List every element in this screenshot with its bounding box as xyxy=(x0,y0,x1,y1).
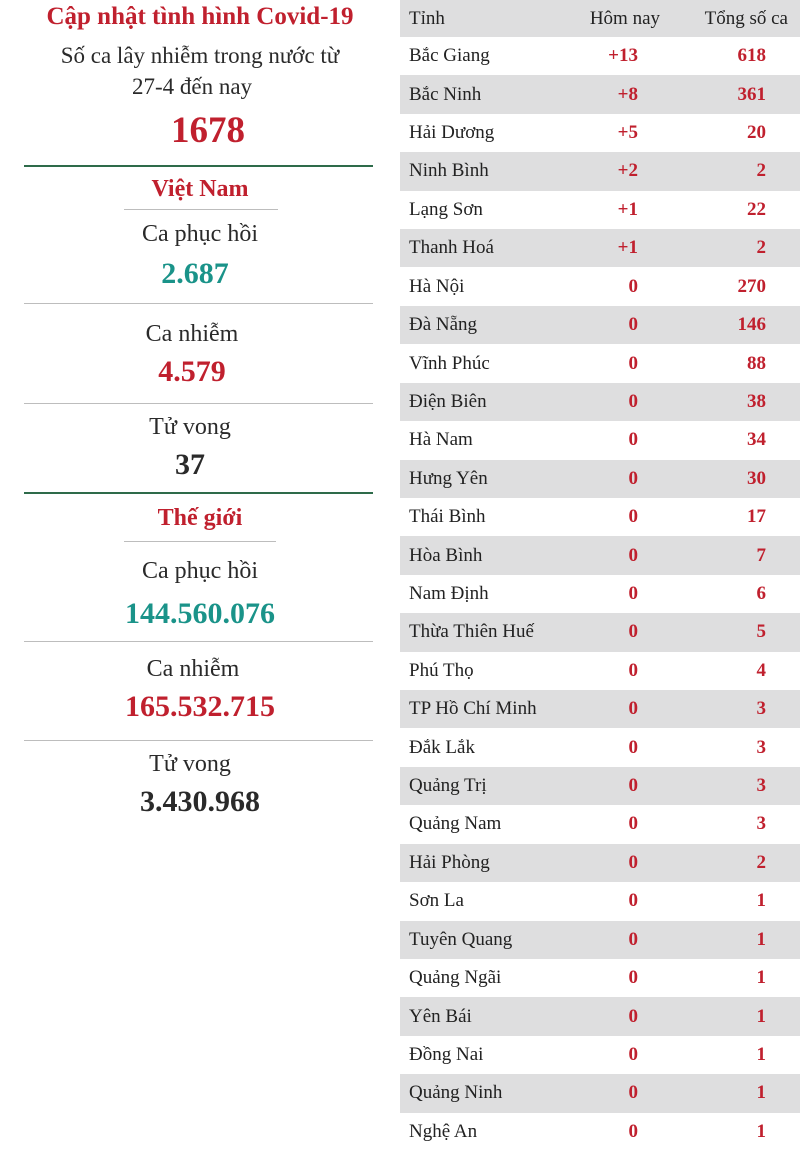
row-total: 22 xyxy=(747,198,766,220)
divider-green-top xyxy=(24,165,373,167)
row-province: Hà Nam xyxy=(409,429,473,451)
row-province: Hải Phòng xyxy=(409,851,490,873)
row-today: 0 xyxy=(628,275,638,297)
table-row xyxy=(400,921,800,959)
row-today: 0 xyxy=(628,582,638,604)
table-row xyxy=(400,114,800,152)
subtitle-line-1: Số ca lây nhiễm trong nước từ xyxy=(60,43,340,68)
row-total: 7 xyxy=(756,544,766,566)
row-total: 17 xyxy=(747,506,766,528)
row-province: Quảng Ninh xyxy=(409,1082,503,1104)
row-total: 88 xyxy=(747,352,766,374)
row-total: 1 xyxy=(756,890,766,912)
row-province: Đắk Lắk xyxy=(409,736,475,758)
row-total: 5 xyxy=(756,621,766,643)
vn-infected-value: 4.579 xyxy=(158,355,226,388)
vn-deaths-value: 37 xyxy=(175,448,205,481)
row-province: Sơn La xyxy=(409,890,464,912)
row-province: Lạng Sơn xyxy=(409,198,483,220)
table-row xyxy=(400,498,800,536)
table-row xyxy=(400,191,800,229)
table-row xyxy=(400,690,800,728)
row-today: +5 xyxy=(617,122,638,144)
vn-deaths-label: Tử vong xyxy=(149,414,231,440)
row-today: 0 xyxy=(628,736,638,758)
row-today: 0 xyxy=(628,1120,638,1142)
row-province: Nghệ An xyxy=(409,1120,478,1142)
world-recovered-value: 144.560.076 xyxy=(125,597,275,630)
row-today: 0 xyxy=(628,467,638,489)
row-today: 0 xyxy=(628,352,638,374)
row-total: 3 xyxy=(756,698,766,720)
row-province: Vĩnh Phúc xyxy=(409,352,490,374)
row-total: 1 xyxy=(756,967,766,989)
world-recovered-label: Ca phục hồi xyxy=(142,558,258,584)
divider-vietnam-heading xyxy=(124,209,278,210)
table-row xyxy=(400,1036,800,1074)
row-total: 3 xyxy=(756,736,766,758)
table-row xyxy=(400,152,800,190)
table-row xyxy=(400,613,800,651)
row-province: Hà Nội xyxy=(409,275,465,297)
row-total: 270 xyxy=(737,275,766,297)
row-total: 38 xyxy=(747,390,766,412)
table-row xyxy=(400,267,800,305)
row-total: 6 xyxy=(756,582,766,604)
table-row xyxy=(400,844,800,882)
row-today: 0 xyxy=(628,967,638,989)
row-today: 0 xyxy=(628,851,638,873)
row-today: 0 xyxy=(628,890,638,912)
row-province: Nam Định xyxy=(409,582,489,604)
table-row xyxy=(400,997,800,1035)
divider-green-middle xyxy=(24,492,373,494)
subtitle-line-2: 27-4 đến nay xyxy=(131,74,253,99)
table-row xyxy=(400,421,800,459)
row-province: Đồng Nai xyxy=(409,1043,484,1065)
table-row xyxy=(400,767,800,805)
row-today: 0 xyxy=(628,314,638,336)
row-province: Điện Biên xyxy=(409,390,487,412)
row-total: 1 xyxy=(756,1082,766,1104)
row-province: Hòa Bình xyxy=(409,544,483,566)
row-total: 1 xyxy=(756,1005,766,1027)
row-province: Ninh Bình xyxy=(409,160,489,182)
world-infected-label: Ca nhiễm xyxy=(146,656,240,682)
table-row xyxy=(400,536,800,574)
divider-world-2 xyxy=(24,740,373,741)
row-today: 0 xyxy=(628,544,638,566)
row-total: 618 xyxy=(737,45,766,67)
row-today: +2 xyxy=(617,160,638,182)
row-total: 1 xyxy=(756,1120,766,1142)
vn-infected-label: Ca nhiễm xyxy=(145,321,239,347)
divider-world-heading xyxy=(124,541,276,542)
row-today: 0 xyxy=(628,506,638,528)
vn-recovered-value: 2.687 xyxy=(161,257,229,290)
divider-vn-1 xyxy=(24,303,373,304)
table-header-row xyxy=(400,0,800,37)
row-province: Bắc Ninh xyxy=(409,83,482,105)
row-today: 0 xyxy=(628,621,638,643)
table-row xyxy=(400,652,800,690)
row-total: 1 xyxy=(756,928,766,950)
row-total: 2 xyxy=(756,160,766,182)
table-row xyxy=(400,75,800,113)
row-today: +8 xyxy=(617,83,638,105)
row-province: Thừa Thiên Huế xyxy=(409,621,534,643)
divider-world-1 xyxy=(24,641,373,642)
world-deaths-value: 3.430.968 xyxy=(140,785,260,818)
row-today: 0 xyxy=(628,390,638,412)
row-total: 3 xyxy=(756,775,766,797)
row-province: Quảng Ngãi xyxy=(409,967,502,989)
row-total: 1 xyxy=(756,1043,766,1065)
row-total: 3 xyxy=(756,813,766,835)
table-row xyxy=(400,383,800,421)
table-row xyxy=(400,344,800,382)
row-today: +1 xyxy=(617,198,638,220)
row-today: 0 xyxy=(628,1043,638,1065)
table-row xyxy=(400,805,800,843)
row-today: 0 xyxy=(628,659,638,681)
row-total: 2 xyxy=(756,237,766,259)
table-row xyxy=(400,229,800,267)
row-today: 0 xyxy=(628,1005,638,1027)
row-today: +13 xyxy=(608,45,638,67)
vn-recovered-label: Ca phục hồi xyxy=(142,221,258,247)
domestic-total-value: 1678 xyxy=(171,110,245,151)
row-province: Thái Bình xyxy=(409,506,486,528)
row-total: 34 xyxy=(747,429,766,451)
row-province: Quảng Nam xyxy=(409,813,502,835)
row-province: Quảng Trị xyxy=(409,775,487,797)
row-province: Yên Bái xyxy=(409,1005,472,1027)
row-province: Tuyên Quang xyxy=(409,928,513,950)
table-row xyxy=(400,37,800,75)
world-deaths-label: Tử vong xyxy=(149,751,231,777)
row-today: 0 xyxy=(628,429,638,451)
row-province: Đà Nẵng xyxy=(409,314,478,336)
row-today: 0 xyxy=(628,1082,638,1104)
row-total: 20 xyxy=(747,122,766,144)
row-province: Bắc Giang xyxy=(409,45,490,67)
row-province: Hải Dương xyxy=(409,122,495,144)
header-province: Tỉnh xyxy=(409,7,445,29)
row-province: Thanh Hoá xyxy=(409,237,494,259)
divider-vn-2 xyxy=(24,403,373,404)
row-province: Hưng Yên xyxy=(409,467,488,489)
table-row xyxy=(400,882,800,920)
row-province: Phú Thọ xyxy=(409,659,474,681)
row-total: 4 xyxy=(756,659,766,681)
vietnam-heading: Việt Nam xyxy=(151,176,249,202)
row-today: 0 xyxy=(628,813,638,835)
table-row xyxy=(400,959,800,997)
world-infected-value: 165.532.715 xyxy=(125,690,275,723)
table-row xyxy=(400,306,800,344)
row-today: 0 xyxy=(628,775,638,797)
world-heading: Thế giới xyxy=(157,505,243,531)
row-today: +1 xyxy=(617,237,638,259)
row-total: 30 xyxy=(747,467,766,489)
header-today: Hôm nay xyxy=(589,7,660,29)
table-row xyxy=(400,1113,800,1151)
header-total: Tổng số ca xyxy=(704,7,788,29)
province-table xyxy=(400,0,800,1151)
row-total: 2 xyxy=(756,851,766,873)
table-row xyxy=(400,460,800,498)
page-title: Cập nhật tình hình Covid-19 xyxy=(46,3,354,30)
row-today: 0 xyxy=(628,698,638,720)
table-row xyxy=(400,728,800,766)
row-total: 361 xyxy=(737,83,766,105)
table-row xyxy=(400,1074,800,1112)
row-today: 0 xyxy=(628,928,638,950)
row-total: 146 xyxy=(737,314,766,336)
table-row xyxy=(400,575,800,613)
row-province: TP Hồ Chí Minh xyxy=(409,698,537,720)
